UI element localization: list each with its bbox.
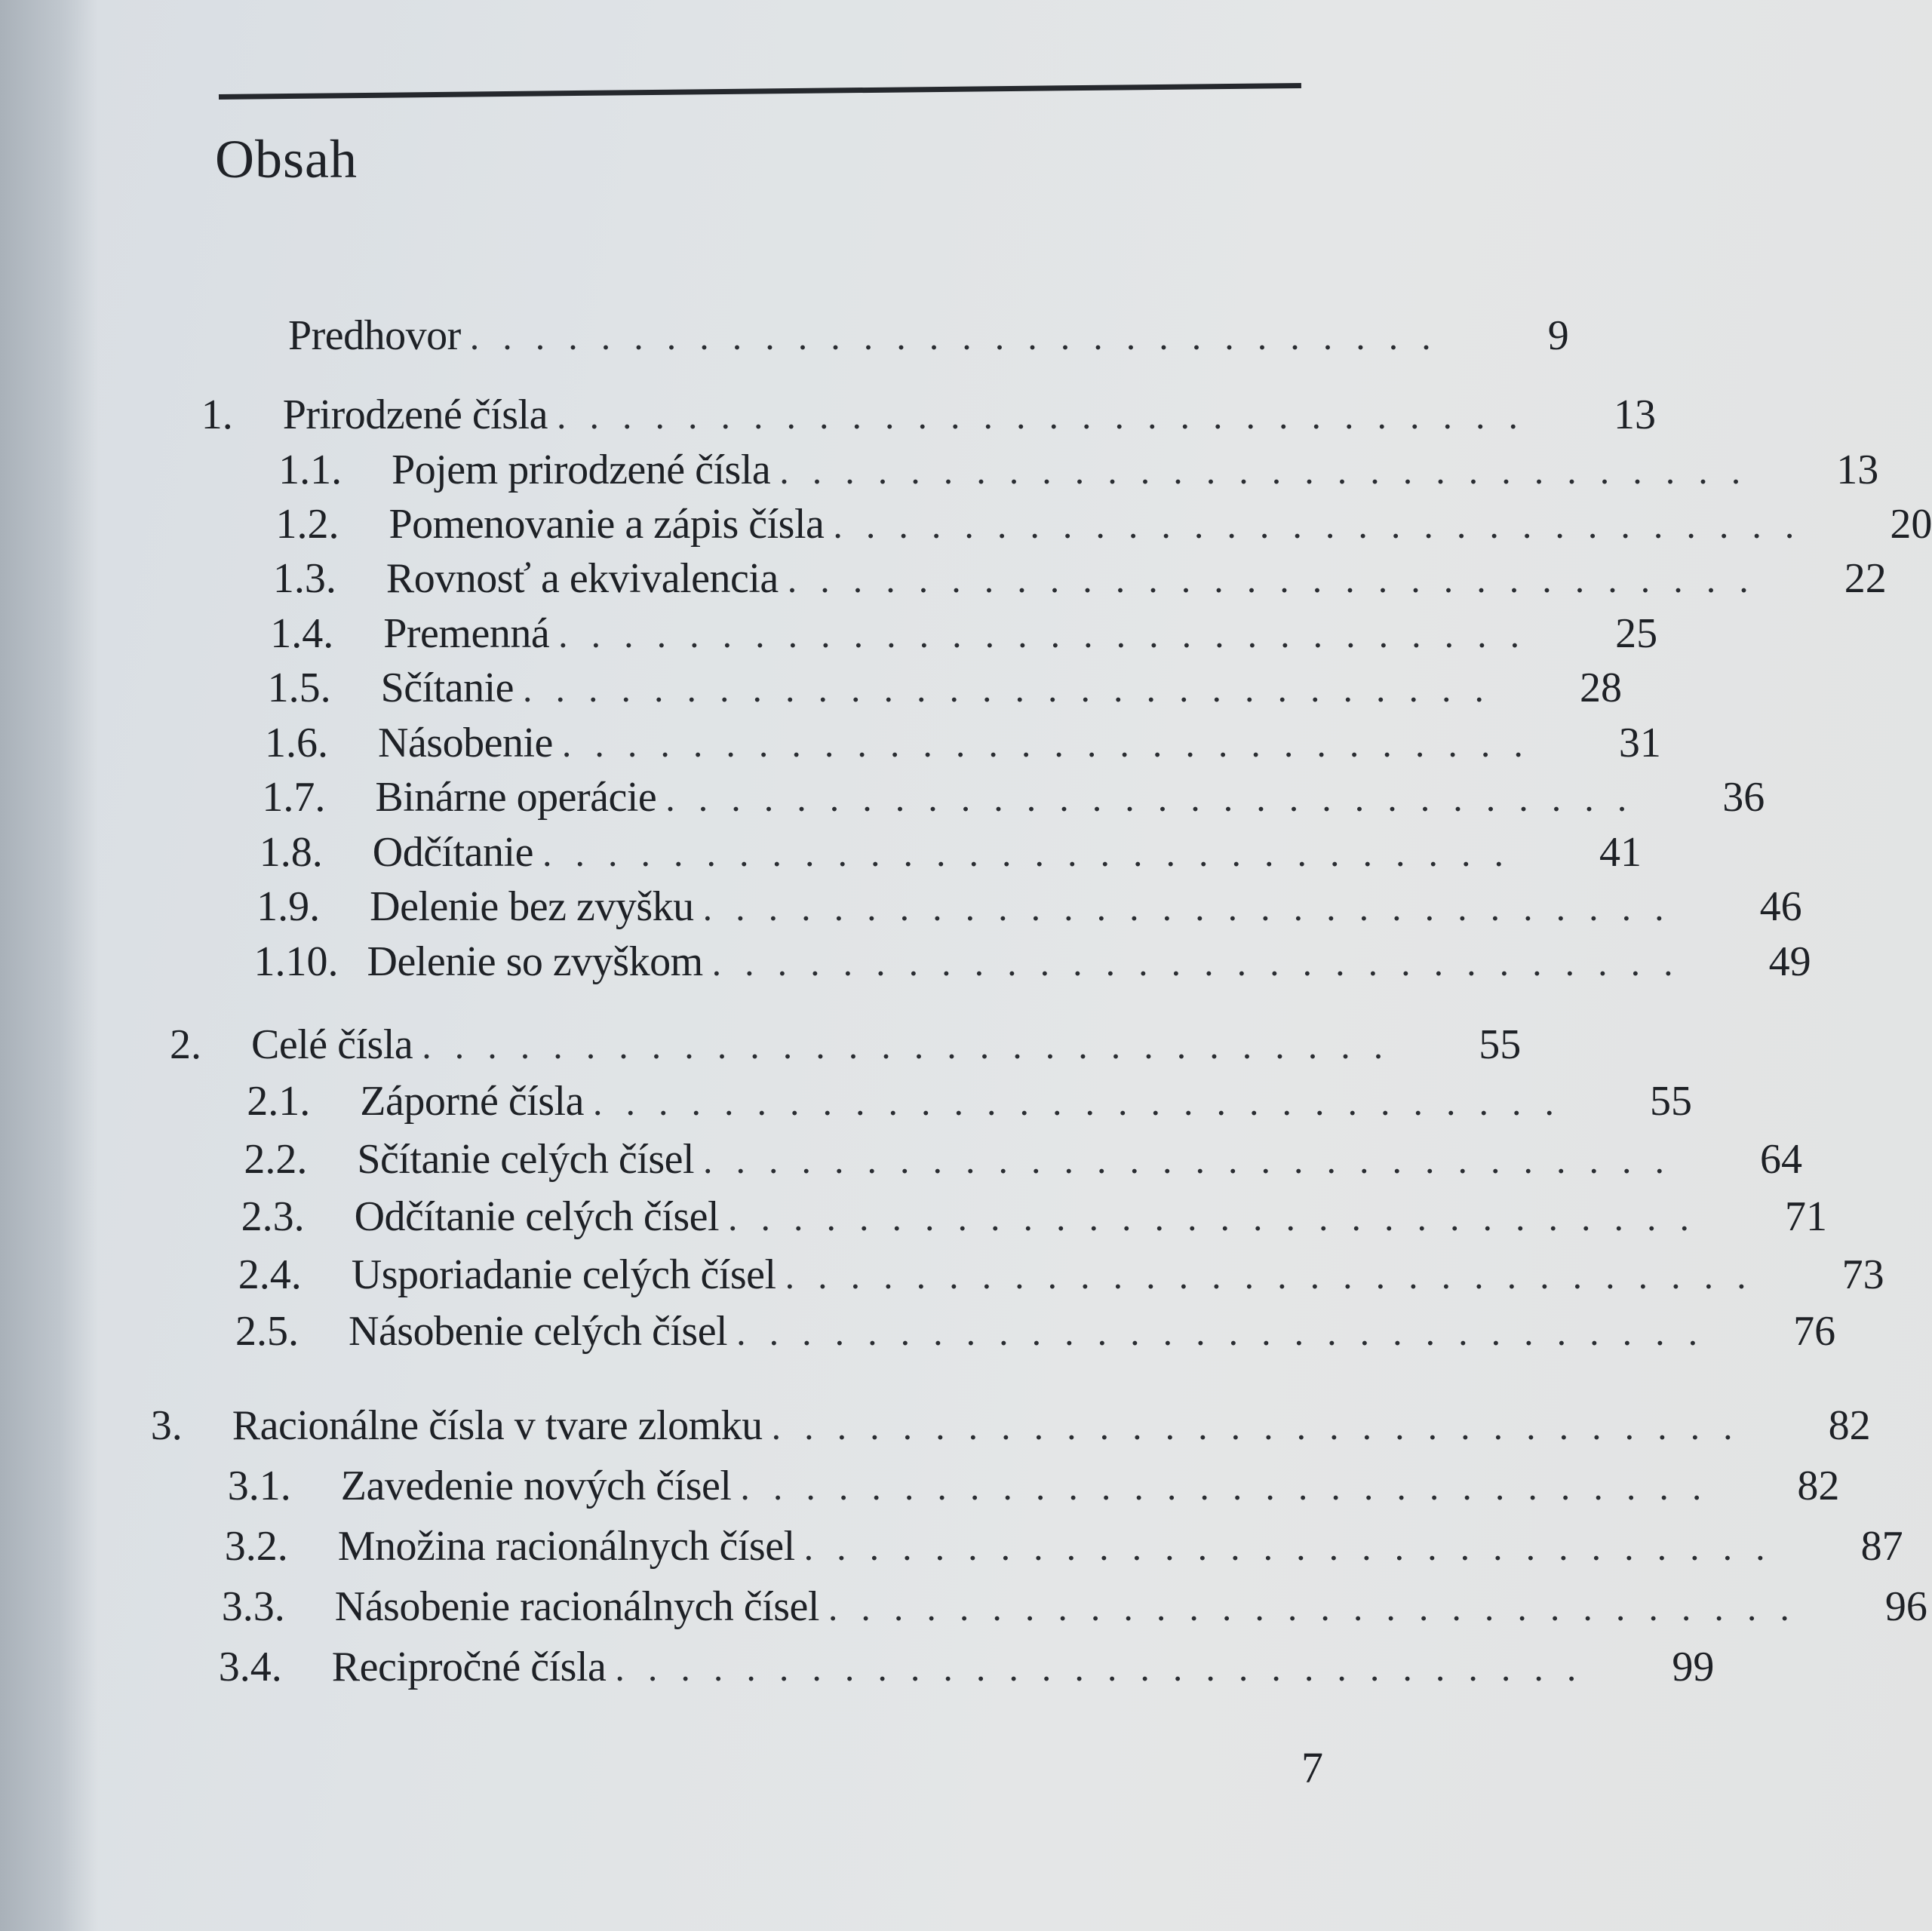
dot-leader: .............................. [523, 668, 1508, 710]
toc-entry-page: 99 [1672, 1644, 1715, 1690]
toc-entry-number: 2. [170, 1021, 201, 1068]
toc-entry [227, 1460, 1840, 1512]
dot-leader: .............................. [615, 1647, 1600, 1689]
toc-entry [267, 662, 1623, 714]
toc-entry-page: 55 [1649, 1078, 1692, 1125]
toc-entry-number: 2.5. [235, 1308, 299, 1355]
toc-entry-title: Racionálne čísla v tvare zlomku [232, 1402, 763, 1449]
toc-entry-number: 1.1. [278, 447, 342, 493]
dot-leader: .............................. [561, 723, 1547, 765]
toc-entry-number: 2.4. [238, 1251, 302, 1298]
toc-entry-title: Sčítanie celých čísel [357, 1136, 695, 1183]
toc-entry [218, 1641, 1715, 1693]
toc-entry-page: 64 [1760, 1136, 1803, 1183]
toc-entry-title: Pojem prirodzené čísla [392, 447, 771, 493]
toc-entry-title: Usporiadanie celých čísel [351, 1251, 776, 1298]
toc-entry-number: 1.4. [270, 610, 334, 657]
toc-entry-title: Recipročné čísla [331, 1644, 607, 1690]
toc-entry-page: 22 [1844, 555, 1887, 602]
toc-entry [275, 498, 1932, 551]
dot-leader: .............................. [702, 886, 1688, 929]
toc-entry-number: 1.8. [259, 829, 323, 876]
toc-entry-page: 76 [1793, 1308, 1836, 1355]
toc-entry [288, 309, 1569, 362]
toc-entry-page: 82 [1828, 1402, 1871, 1449]
toc-entry-title: Delenie bez zvyšku [370, 883, 694, 930]
toc-entry-page: 82 [1797, 1463, 1840, 1509]
toc-entry-title: Záporné čísla [360, 1078, 584, 1125]
toc-entry-page: 87 [1860, 1523, 1903, 1570]
toc-entry-page: 71 [1785, 1193, 1828, 1240]
toc-entry-title: Odčítanie [372, 829, 533, 876]
toc-entry-title: Rovnosť a ekvivalencia [385, 555, 779, 602]
toc-entry-title: Predhovor [288, 312, 461, 359]
toc-entry [278, 444, 1879, 496]
toc-entry [270, 607, 1658, 660]
dot-leader: .............................. [422, 1024, 1407, 1067]
toc-entry-title: Celé čísla [251, 1021, 413, 1068]
toc-entry [265, 717, 1661, 769]
dot-leader: .............................. [771, 1405, 1756, 1447]
dot-leader: .............................. [711, 941, 1697, 984]
toc-entry-title: Prirodzené čísla [282, 391, 548, 438]
toc-entry-page: 73 [1841, 1251, 1884, 1298]
dot-leader: .............................. [558, 613, 1543, 655]
dot-leader: .............................. [828, 1586, 1813, 1629]
toc-entry-page: 46 [1759, 883, 1802, 930]
toc-entry-page: 20 [1890, 501, 1932, 548]
toc-entry-number: 1.6. [265, 720, 328, 766]
toc-entry-number: 1.10. [253, 938, 339, 985]
dot-leader: .............................. [469, 315, 1454, 358]
toc-entry [244, 1133, 1803, 1186]
toc-entry [253, 935, 1811, 988]
toc-entry-page: 36 [1722, 774, 1765, 821]
dot-leader: .............................. [803, 1526, 1789, 1568]
toc-entry-title: Množina racionálnych čísel [337, 1523, 795, 1570]
page-heading: Obsah [215, 129, 358, 189]
toc-entry-page: 13 [1836, 447, 1879, 493]
toc-entry [272, 552, 1887, 605]
toc-entry-number: 1. [201, 391, 233, 438]
toc-entry [259, 826, 1642, 879]
toc-entry [224, 1520, 1903, 1573]
toc-entry-page: 31 [1618, 720, 1661, 766]
toc-entry-number: 1.9. [256, 883, 321, 930]
toc-entry-title: Sčítanie [380, 665, 514, 711]
toc-entry-title: Zavedenie nových čísel [340, 1463, 732, 1509]
toc-entry-page: 96 [1884, 1583, 1927, 1630]
toc-entry-title: Násobenie celých čísel [349, 1308, 728, 1355]
dot-leader: .............................. [785, 1254, 1770, 1297]
toc-entry-number: 1.2. [275, 501, 339, 548]
page-number: 7 [1301, 1743, 1323, 1792]
dot-leader: .............................. [542, 832, 1527, 874]
toc-entry-number: 1.5. [267, 665, 331, 711]
toc-entry-title: Násobenie [378, 720, 553, 766]
toc-entry [170, 1018, 1522, 1071]
dot-leader: .............................. [787, 558, 1772, 600]
dot-leader: .............................. [728, 1196, 1713, 1239]
toc-entry [235, 1305, 1836, 1358]
dot-leader: .............................. [592, 1081, 1577, 1123]
toc-entry-page: 55 [1479, 1021, 1522, 1068]
toc-entry-page: 9 [1547, 312, 1569, 359]
toc-entry-number: 3.2. [224, 1523, 288, 1570]
dot-leader: .............................. [556, 394, 1541, 437]
toc-entry-title: Binárne operácie [375, 774, 657, 821]
dot-leader: .............................. [665, 777, 1651, 819]
toc-entry-number: 3.3. [221, 1583, 285, 1630]
toc-entry-number: 3.1. [227, 1463, 291, 1509]
toc-entry-number: 1.7. [262, 774, 326, 821]
toc-entry-number: 3.4. [218, 1644, 282, 1690]
toc-entry-title: Premenná [383, 610, 550, 657]
toc-entry-title: Pomenovanie a zápis čísla [389, 501, 825, 548]
toc-entry-page: 25 [1615, 610, 1658, 657]
dot-leader: .............................. [779, 450, 1765, 492]
toc-entry [150, 1399, 1871, 1452]
toc-entry [256, 880, 1802, 933]
toc-entry [241, 1190, 1828, 1243]
toc-entry [201, 388, 1656, 441]
toc-entry-title: Delenie so zvyškom [367, 938, 703, 985]
toc-entry-number: 2.1. [247, 1078, 311, 1125]
toc-entry [221, 1580, 1927, 1633]
toc-entry-number: 3. [150, 1402, 183, 1449]
toc-entry-page: 49 [1768, 938, 1811, 985]
toc-entry-page: 41 [1599, 829, 1642, 876]
toc-entry-number: 2.3. [241, 1193, 305, 1240]
toc-entry-title: Násobenie racionálnych čísel [334, 1583, 819, 1630]
toc-entry-page: 13 [1613, 391, 1656, 438]
dot-leader: .............................. [740, 1466, 1725, 1508]
toc-entry [262, 771, 1765, 824]
dot-leader: .............................. [736, 1311, 1722, 1353]
dot-leader: .............................. [833, 504, 1818, 546]
toc-entry-number: 2.2. [244, 1136, 308, 1183]
toc-entry [238, 1248, 1884, 1301]
toc-entry [247, 1075, 1692, 1128]
dot-leader: .............................. [703, 1139, 1688, 1181]
toc-entry-title: Odčítanie celých čísel [354, 1193, 720, 1240]
toc-entry-page: 28 [1580, 665, 1623, 711]
toc-entry-number: 1.3. [272, 555, 336, 602]
